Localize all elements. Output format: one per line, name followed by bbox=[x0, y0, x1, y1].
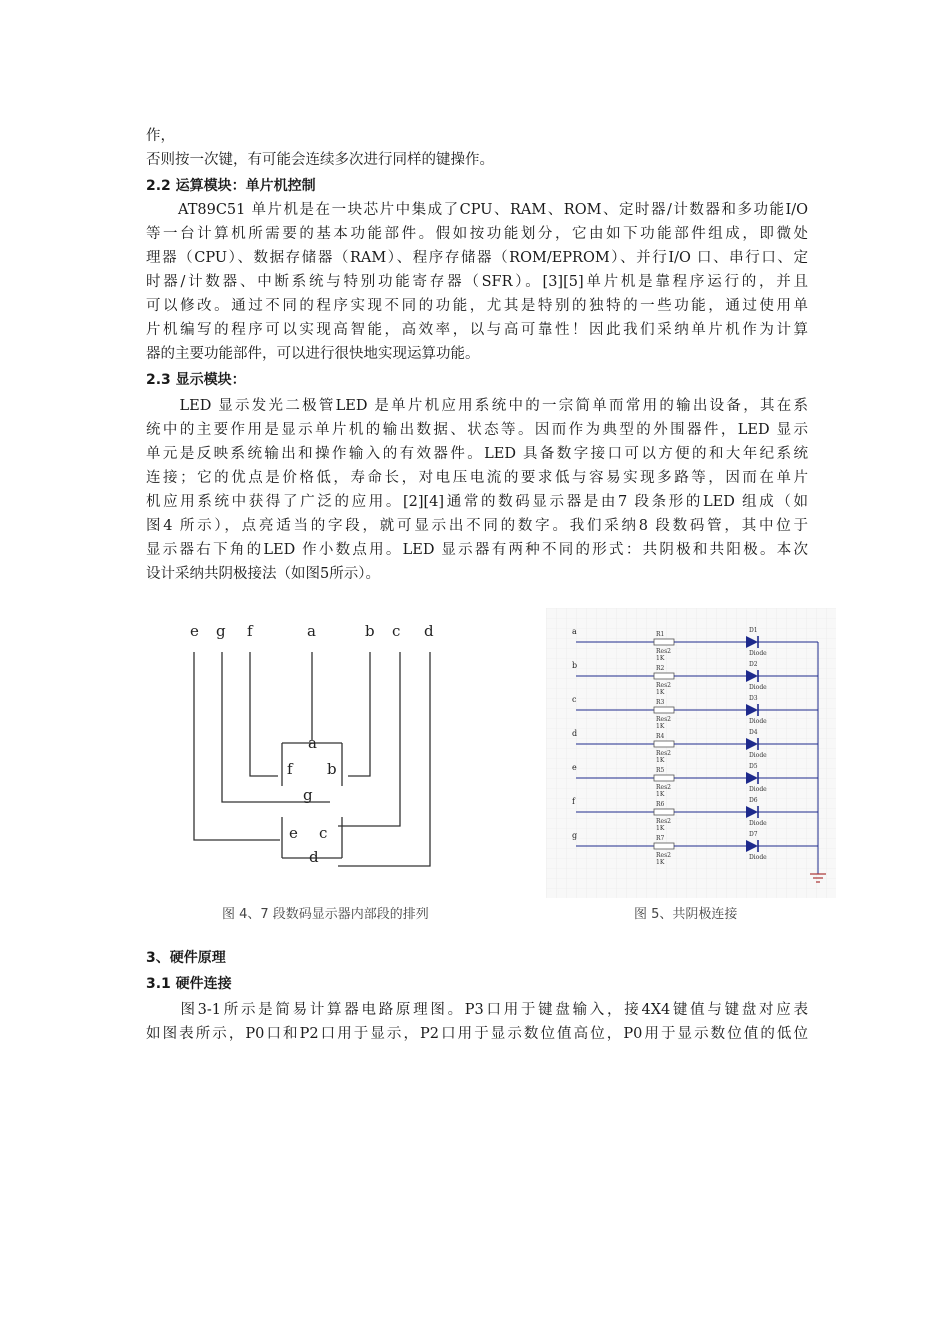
paragraph-line: 图3-1所示是简易计算器电路原理图。P3口用于键盘输入，接4X4键值与键盘对应表 bbox=[146, 1002, 808, 1018]
segment-inner-label: e bbox=[289, 824, 298, 842]
resistor-designator: R4 bbox=[656, 733, 665, 740]
segment-top-label: f bbox=[247, 622, 253, 640]
schematic-segment-label: f bbox=[572, 797, 575, 806]
resistor-type: Res2 bbox=[656, 716, 671, 723]
diode-designator: D3 bbox=[749, 695, 758, 702]
resistor-symbol bbox=[654, 673, 674, 679]
paragraph-line: 可以修改。通过不同的程序实现不同的功能，尤其是特别的独特的一些功能，通过使用单 bbox=[146, 298, 808, 314]
resistor-value: 1K bbox=[656, 723, 665, 730]
diode-designator: D1 bbox=[749, 627, 758, 634]
resistor-value: 1K bbox=[656, 655, 665, 662]
paragraph-line: 图4 所示），点亮适当的字段，就可显示出不同的数字。我们采纳8 段数码管，其中位于 bbox=[146, 518, 808, 534]
diode-designator: D7 bbox=[749, 831, 758, 838]
resistor-value: 1K bbox=[656, 825, 665, 832]
diode-type: Diode bbox=[749, 820, 767, 827]
figure-4-caption: 图 4、7 段数码显示器内部段的排列 bbox=[222, 907, 429, 922]
resistor-value: 1K bbox=[656, 791, 665, 798]
schematic-segment-label: c bbox=[572, 695, 577, 704]
resistor-type: Res2 bbox=[656, 818, 671, 825]
paragraph-line: 时器/计数器、中断系统与特别功能寄存器（SFR）。[3][5]单片机是靠程序运行的，并且 bbox=[146, 274, 808, 290]
paragraph-line: 等一台计算机所需要的基本功能部件。假如按功能划分，它由如下功能部件组成，即微处 bbox=[146, 226, 808, 242]
resistor-type: Res2 bbox=[656, 852, 671, 859]
segment-inner-label: g bbox=[303, 786, 313, 804]
resistor-type: Res2 bbox=[656, 682, 671, 689]
schematic-segment-label: e bbox=[572, 763, 577, 772]
diode-type: Diode bbox=[749, 650, 767, 657]
segment-inner-label: f bbox=[287, 760, 293, 778]
text-line: 否则按一次键，有可能会连续多次进行同样的键操作。 bbox=[146, 152, 494, 168]
resistor-designator: R2 bbox=[656, 665, 665, 672]
segment-top-label: a bbox=[307, 622, 316, 640]
resistor-value: 1K bbox=[656, 757, 665, 764]
paragraph-line: 统中的主要作用是显示单片机的输出数据、状态等。因而作为典型的外围器件，LED 显示 bbox=[146, 422, 808, 438]
diode-type: Diode bbox=[749, 752, 767, 759]
resistor-value: 1K bbox=[656, 689, 665, 696]
paragraph-line: 机应用系统中获得了广泛的应用。[2][4]通常的数码显示器是由7 段条形的LED 组成（如 bbox=[146, 494, 808, 510]
section-heading-2-2: 2.2 运算模块：单片机控制 bbox=[146, 178, 316, 194]
resistor-symbol bbox=[654, 809, 674, 815]
diode-type: Diode bbox=[749, 684, 767, 691]
segment-top-label: c bbox=[392, 622, 401, 640]
segment-inner-label: d bbox=[309, 848, 319, 866]
figure-4-segment-layout bbox=[172, 610, 472, 900]
paragraph-line: 片机编写的程序可以实现高智能，高效率，以与高可靠性！因此我们采纳单片机作为计算 bbox=[146, 322, 808, 338]
segment-top-label: d bbox=[424, 622, 434, 640]
resistor-type: Res2 bbox=[656, 648, 671, 655]
diode-designator: D6 bbox=[749, 797, 758, 804]
diode-type: Diode bbox=[749, 786, 767, 793]
figure-5-caption: 图 5、共阴极连接 bbox=[634, 907, 738, 922]
paragraph-line: 器的主要功能部件，可以进行很快地实现运算功能。 bbox=[146, 346, 480, 362]
resistor-symbol bbox=[654, 843, 674, 849]
resistor-type: Res2 bbox=[656, 750, 671, 757]
resistor-designator: R6 bbox=[656, 801, 665, 808]
diode-designator: D4 bbox=[749, 729, 758, 736]
paragraph-line: 理器（CPU）、数据存储器（RAM）、程序存储器（ROM/EPROM）、并行I/O 口、串行口、定 bbox=[146, 250, 808, 266]
section-heading-3-1: 3.1 硬件连接 bbox=[146, 976, 232, 992]
schematic-segment-label: g bbox=[572, 831, 578, 840]
segment-top-label: b bbox=[365, 622, 375, 640]
resistor-designator: R1 bbox=[656, 631, 665, 638]
schematic-segment-label: a bbox=[572, 627, 577, 636]
segment-inner-label: b bbox=[327, 760, 337, 778]
resistor-designator: R7 bbox=[656, 835, 665, 842]
segment-top-label: e bbox=[190, 622, 199, 640]
resistor-designator: R5 bbox=[656, 767, 665, 774]
paragraph-line: 设计采纳共阴极接法（如图5所示）。 bbox=[146, 566, 380, 582]
diode-designator: D2 bbox=[749, 661, 758, 668]
paragraph-line: LED 显示发光二极管LED 是单片机应用系统中的一宗简单而常用的输出设备，其在系 bbox=[146, 398, 808, 414]
resistor-symbol bbox=[654, 639, 674, 645]
paragraph-line: 如图表所示，P0口和P2口用于显示，P2口用于显示数位值高位，P0用于显示数位值的低位 bbox=[146, 1026, 808, 1042]
schematic-segment-label: d bbox=[572, 729, 578, 738]
resistor-designator: R3 bbox=[656, 699, 665, 706]
paragraph-line: 连接；它的优点是价格低，寿命长，对电压电流的要求低与容易实现多路等，因而在单片 bbox=[146, 470, 808, 486]
resistor-symbol bbox=[654, 741, 674, 747]
resistor-value: 1K bbox=[656, 859, 665, 866]
text-line: 作， bbox=[146, 128, 175, 144]
segment-inner-label: c bbox=[319, 824, 328, 842]
section-heading-3: 3、硬件原理 bbox=[146, 950, 226, 966]
section-heading-2-3: 2.3 显示模块： bbox=[146, 372, 246, 388]
paragraph-line: 显示器右下角的LED 作小数点用。LED 显示器有两种不同的形式：共阴极和共阳极。本次 bbox=[146, 542, 808, 558]
resistor-symbol bbox=[654, 707, 674, 713]
diode-designator: D5 bbox=[749, 763, 758, 770]
resistor-type: Res2 bbox=[656, 784, 671, 791]
paragraph-line: 单元是反映系统输出和操作输入的有效器件。LED 具备数字接口可以方便的和大年纪系统 bbox=[146, 446, 808, 462]
figure-5-common-cathode bbox=[546, 608, 836, 898]
segment-top-label: g bbox=[216, 622, 226, 640]
paragraph-line: AT89C51 单片机是在一块芯片中集成了CPU、RAM、ROM、定时器/计数器和多功能I/O bbox=[146, 202, 808, 218]
schematic-segment-label: b bbox=[572, 661, 578, 670]
resistor-symbol bbox=[654, 775, 674, 781]
diode-type: Diode bbox=[749, 854, 767, 861]
segment-inner-label: a bbox=[308, 734, 317, 752]
diode-type: Diode bbox=[749, 718, 767, 725]
